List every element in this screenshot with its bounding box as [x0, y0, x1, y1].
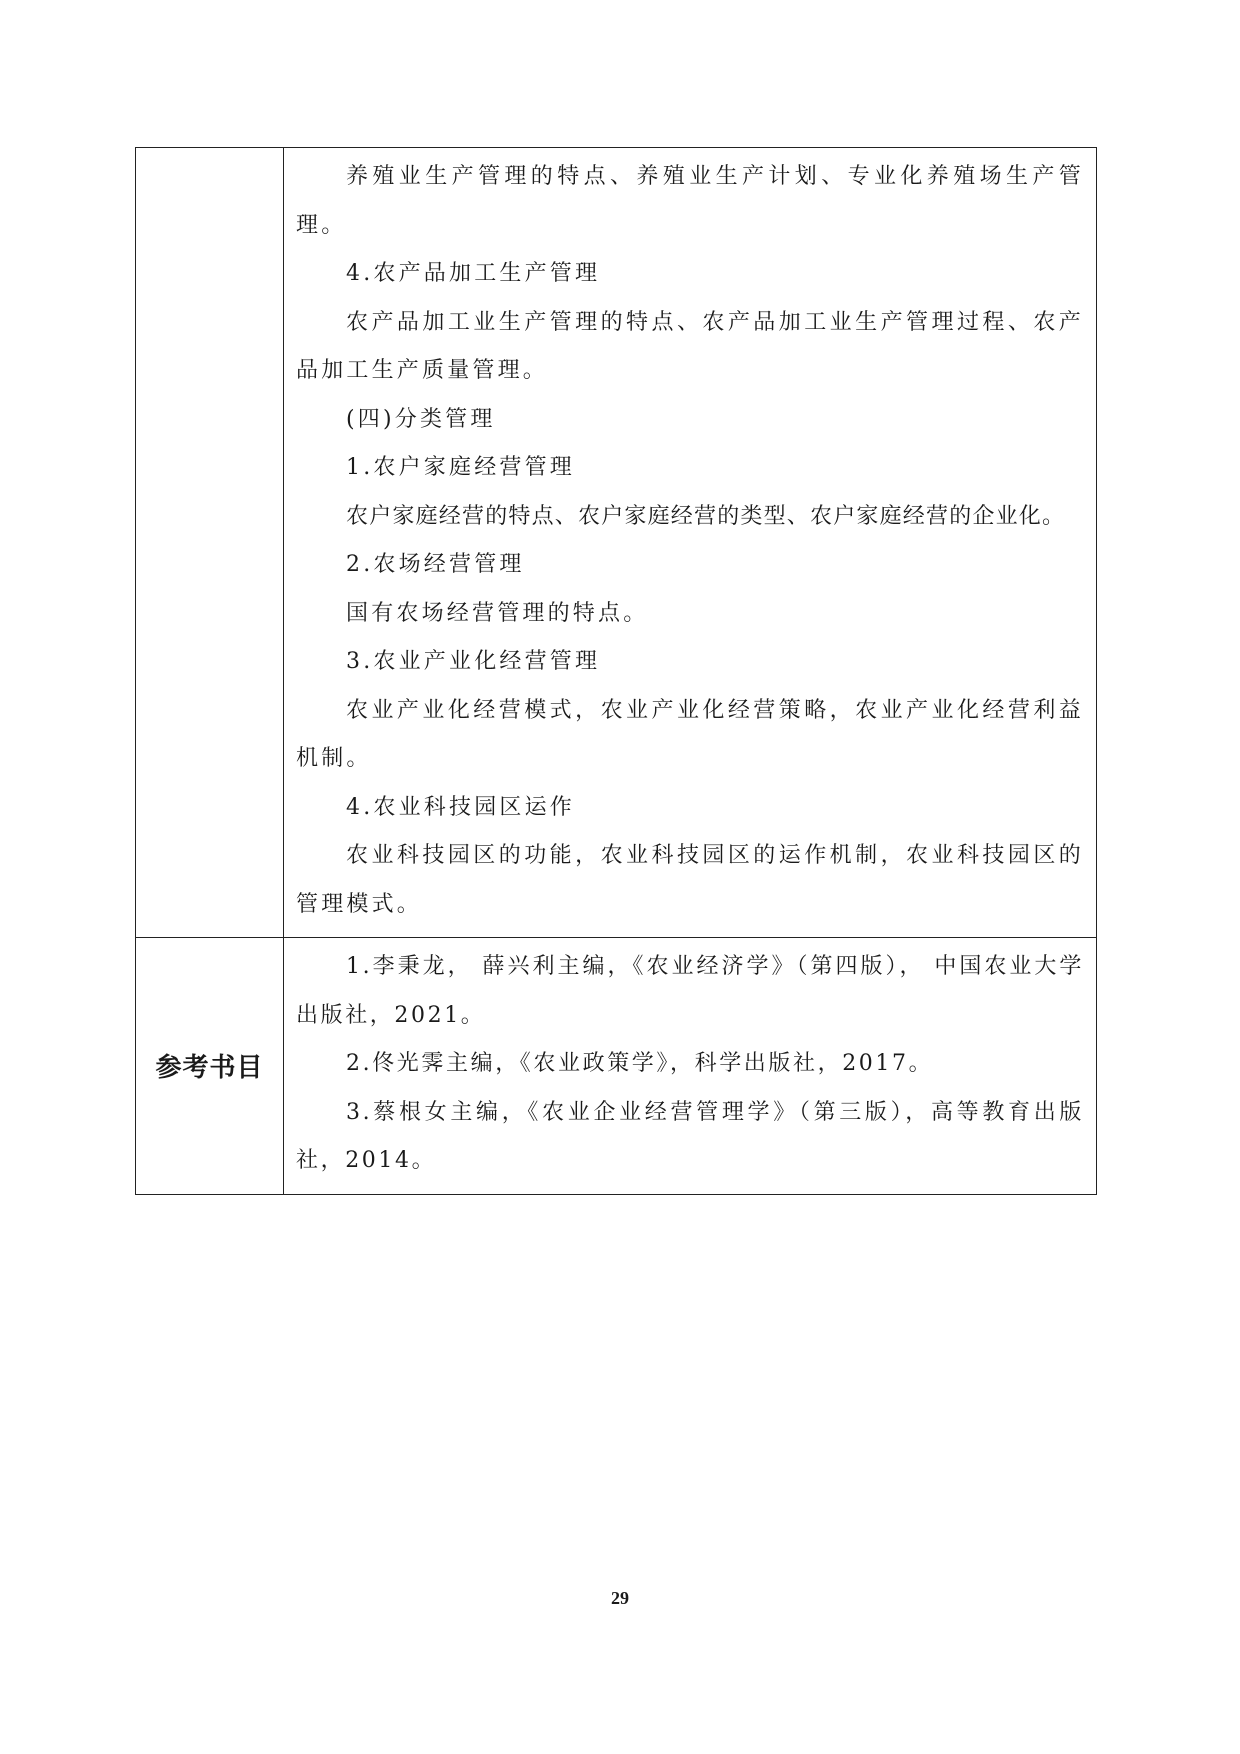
reference-item: 2.佟光霁主编，《农业政策学》，科学出版社，2017。 [346, 1051, 934, 1076]
reference-item: 3.蔡根女主编，《农业企业经营管理学》（第三版），高等教育出版社，2014。 [296, 1099, 1084, 1173]
content-cell [284, 148, 1097, 938]
references-cell [284, 938, 1097, 1195]
content-paragraph: 国有农场经营管理的特点。 [346, 600, 649, 626]
content-heading: (四)分类管理 [346, 406, 496, 432]
content-paragraph: 农业产业化经营模式，农业产业化经营策略，农业产业化经营利益机制。 [296, 697, 1084, 771]
content-paragraph: 农产品加工业生产管理的特点、农产品加工业生产管理过程、农产品加工生产质量管理。 [296, 309, 1084, 383]
page-number: 29 [611, 1588, 629, 1608]
content-heading: 1.农户家庭经营管理 [346, 455, 575, 480]
content-heading: 3.农业产业化经营管理 [346, 649, 601, 674]
references-label-cell [136, 938, 284, 1195]
references-title: 参考书目 [155, 1053, 264, 1084]
reference-item: 1.李秉龙， 薛兴利主编，《农业经济学》（第四版）， 中国农业大学出版社，2021。 [296, 954, 1084, 1028]
content-paragraph: 养殖业生产管理的特点、养殖业生产计划、专业化养殖场生产管理。 [296, 164, 1084, 238]
content-heading: 2.农场经营管理 [346, 552, 525, 577]
content-row [136, 148, 1097, 938]
content-paragraph: 农户家庭经营的特点、农户家庭经营的类型、农户家庭经营的企业化。 [346, 503, 1066, 529]
content-paragraph: 农业科技园区的功能，农业科技园区的运作机制，农业科技园区的管理模式。 [296, 843, 1084, 917]
content-heading: 4.农产品加工生产管理 [346, 261, 601, 286]
syllabus-table [135, 147, 1097, 1195]
content-heading: 4.农业科技园区运作 [346, 794, 575, 820]
references-row [136, 938, 1097, 1195]
content-label-cell [136, 148, 284, 938]
